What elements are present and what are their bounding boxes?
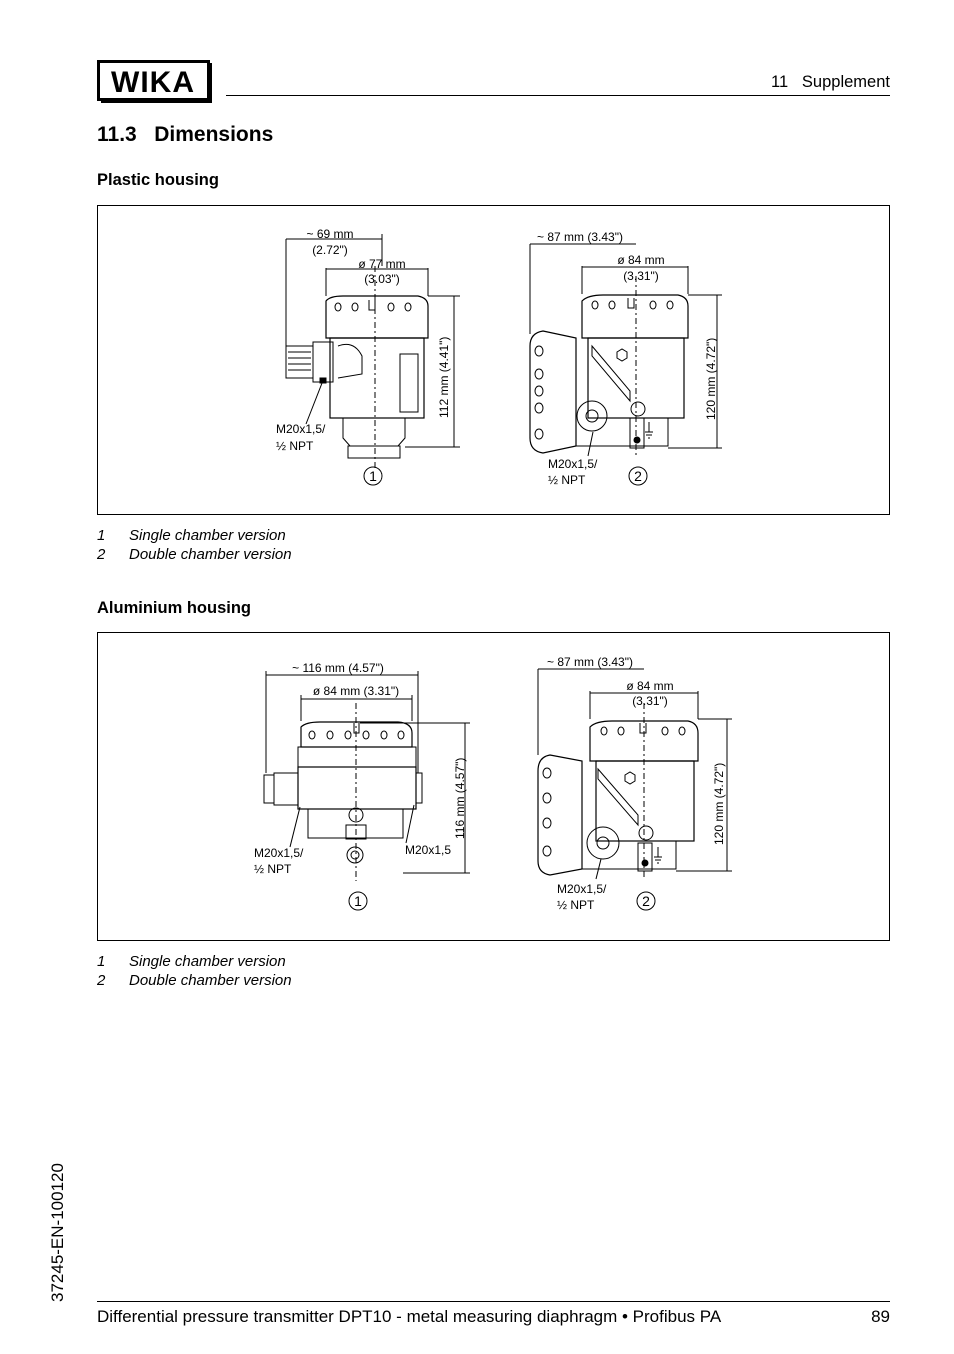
- dimension-label: 112 mm (4.41"): [437, 336, 451, 418]
- dimension-label: ½ NPT: [254, 862, 292, 876]
- aluminium-legend-item-1: 1 Single chamber version: [97, 953, 286, 970]
- dimension-label: ½ NPT: [557, 898, 595, 912]
- header-section: 11 Supplement: [771, 73, 890, 91]
- dimension-label: ~ 87 mm (3.43"): [537, 230, 623, 244]
- dimension-label: (3.31"): [623, 269, 659, 283]
- dimension-label: 1: [354, 893, 362, 909]
- dimension-label: ~ 87 mm (3.43"): [547, 655, 633, 669]
- dimension-label: (3.31"): [632, 694, 668, 708]
- dimension-label: 120 mm (4.72"): [712, 762, 726, 845]
- dimension-label: 2: [642, 893, 650, 909]
- dimension-label: M20x1,5/: [557, 882, 607, 896]
- dimension-label: ø 77 mm: [358, 257, 406, 271]
- dimension-label: ø 84 mm: [617, 253, 665, 267]
- dimension-label: ½ NPT: [548, 473, 586, 487]
- dimension-label: 120 mm (4.72"): [704, 337, 718, 420]
- section-title: 11.3 Dimensions: [97, 123, 274, 146]
- plastic-legend-item-1: 1 Single chamber version: [97, 527, 286, 544]
- svg-text:WIKA: WIKA: [111, 66, 195, 99]
- plastic-housing-heading: Plastic housing: [97, 171, 219, 189]
- aluminium-single-chamber-drawing: [264, 671, 470, 910]
- aluminium-legend-item-2: 2 Double chamber version: [97, 972, 292, 989]
- dimension-label: M20x1,5/: [254, 846, 304, 860]
- footer-title: Differential pressure transmitter DPT10 - metal measuring diaphragm • Profibus PA: [97, 1307, 722, 1326]
- dimension-label: M20x1,5: [405, 843, 452, 857]
- plastic-housing-figure: [97, 205, 890, 515]
- dimension-label: ø 84 mm (3.31"): [312, 684, 400, 698]
- dimension-label: (2.72"): [312, 243, 348, 257]
- plastic-legend-item-2: 2 Double chamber version: [97, 546, 292, 563]
- dimension-label: ~ 116 mm (4.57"): [292, 661, 384, 675]
- footer-rule: [97, 1301, 890, 1302]
- header-rule: [226, 95, 890, 96]
- dimension-label: ½ NPT: [276, 439, 314, 453]
- page-number: 89: [871, 1307, 890, 1326]
- dimension-label: M20x1,5/: [548, 457, 598, 471]
- wika-logo: [97, 60, 213, 103]
- aluminium-housing-heading: Aluminium housing: [97, 599, 251, 617]
- dimension-label: 116 mm (4.57"): [453, 757, 467, 839]
- dimension-label: M20x1,5/: [276, 422, 326, 436]
- dim-width-label: ~ 69 mm: [306, 227, 354, 241]
- document-code: 37245-EN-100120: [48, 1163, 67, 1302]
- dimension-label: (3.03"): [364, 272, 400, 286]
- dimension-label: 1: [369, 468, 377, 484]
- dimension-label: 2: [634, 468, 642, 484]
- aluminium-housing-figure: [97, 632, 890, 941]
- dimension-label: ø 84 mm: [626, 679, 674, 693]
